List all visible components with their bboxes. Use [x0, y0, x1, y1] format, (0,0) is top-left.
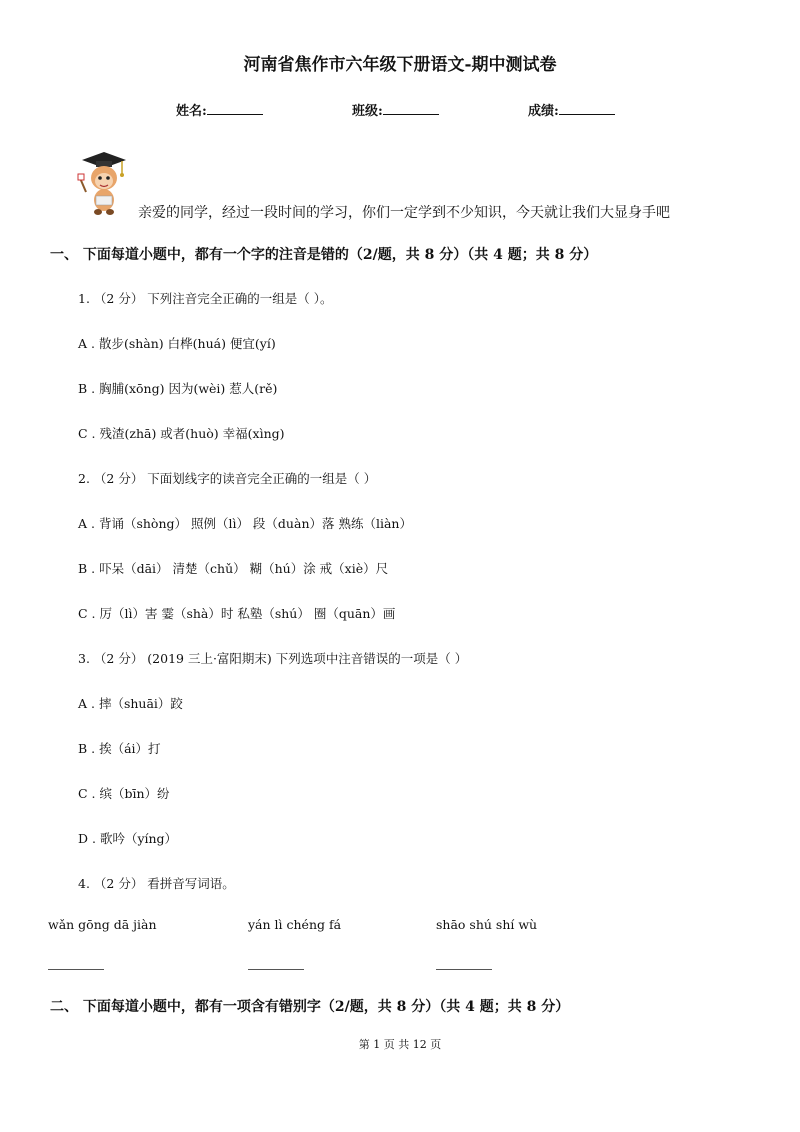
class-label: 班级:	[352, 104, 383, 119]
answer-line-2[interactable]	[248, 969, 304, 970]
question-3-option-d[interactable]: D . 歌吟（yíng）	[78, 831, 178, 846]
page-footer: 第 1 页 共 12 页	[358, 1038, 442, 1051]
name-label: 姓名:	[176, 104, 207, 119]
section-2-heading: 二、 下面每道小题中，都有一项含有错别字（2/题，共 8 分）（共 4 题；共 8 分）	[50, 999, 570, 1015]
question-3-option-b[interactable]: B . 挨（ái）打	[78, 741, 161, 756]
pinyin-1: wǎn gōng dā jiàn	[48, 917, 157, 932]
question-2-option-c[interactable]: C . 厉（lì）害 霎（shà）时 私塾（shú） 圈（quān）画	[78, 606, 396, 621]
greeting-text: 亲爱的同学，经过一段时间的学习，你们一定学到不少知识，今天就让我们大显身手吧	[138, 205, 670, 221]
question-1-option-a[interactable]: A . 散步(shàn) 白桦(huá) 便宜(yí)	[78, 336, 276, 351]
pinyin-2: yán lì chéng fá	[248, 917, 342, 932]
section-1-heading: 一、 下面每道小题中，都有一个字的注音是错的（2/题，共 8 分）（共 4 题；共 8 分）	[50, 247, 598, 263]
class-blank[interactable]	[383, 102, 439, 115]
question-3-stem: 3. （2 分） (2019 三上·富阳期末) 下列选项中注音错误的一项是（ ）	[78, 651, 468, 666]
name-blank[interactable]	[207, 102, 263, 115]
answer-line-3[interactable]	[436, 969, 492, 970]
score-blank[interactable]	[559, 102, 615, 115]
question-3-option-c[interactable]: C . 缤（bīn）纷	[78, 786, 170, 801]
score-field	[528, 100, 615, 119]
page-title: 河南省焦作市六年级下册语文-期中测试卷	[243, 55, 557, 75]
question-2-option-a[interactable]: A . 背诵（shòng） 照例（lì） 段（duàn）落 熟练（liàn）	[78, 516, 412, 531]
answer-line-1[interactable]	[48, 969, 104, 970]
class-field	[352, 100, 439, 119]
question-3-option-a[interactable]: A . 摔（shuāi）跤	[78, 696, 183, 711]
question-1-stem: 1. （2 分） 下列注音完全正确的一组是（ ）。	[78, 291, 333, 306]
score-label: 成绩:	[528, 104, 559, 119]
pinyin-3: shāo shú shí wù	[436, 917, 538, 932]
question-4-stem: 4. （2 分） 看拼音写词语。	[78, 876, 235, 891]
question-2-stem: 2. （2 分） 下面划线字的读音完全正确的一组是（ ）	[78, 471, 377, 486]
name-field	[176, 100, 263, 119]
question-2-option-b[interactable]: B . 吓呆（dāi） 清楚（chǔ） 糊（hú）涂 戒（xiè）尺	[78, 561, 389, 576]
question-1-option-c[interactable]: C . 残渣(zhā) 或者(huò) 幸福(xìng)	[78, 426, 285, 441]
question-1-option-b[interactable]: B . 胸脯(xōng) 因为(wèi) 惹人(rě)	[78, 381, 278, 396]
graduate-mascot-icon	[76, 148, 128, 218]
